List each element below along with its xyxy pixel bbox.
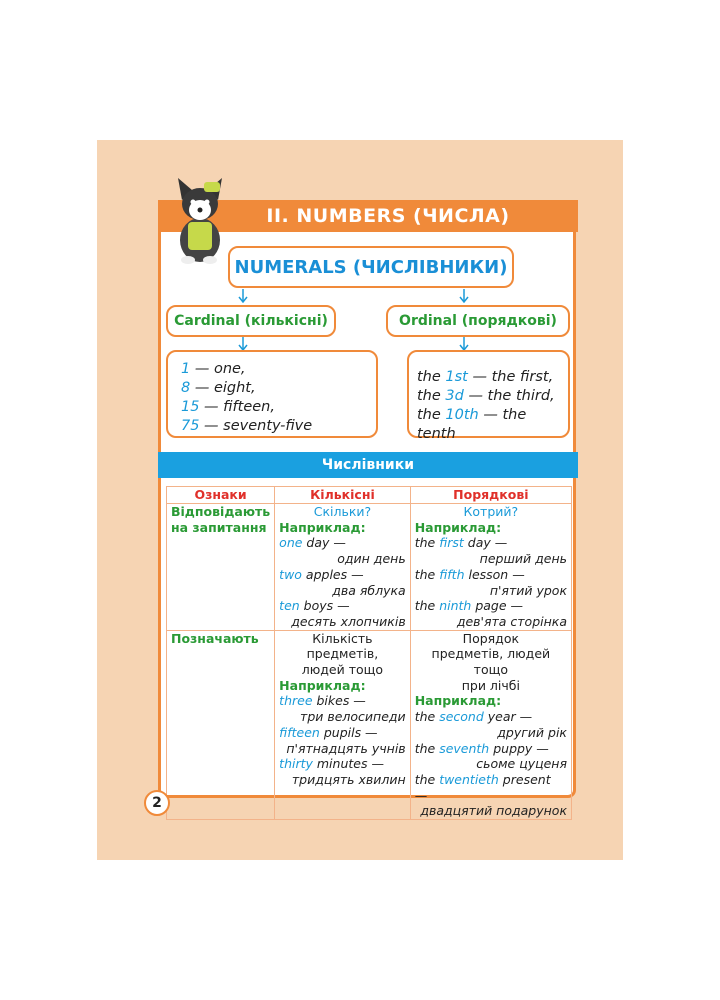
translation: десять хлопчиків bbox=[291, 613, 406, 629]
ordinal-title: Ordinal (порядкові) bbox=[399, 313, 557, 329]
example-line: the fifth lesson — bbox=[414, 566, 525, 582]
example-line: one day — bbox=[279, 535, 346, 551]
row-label: Відповідають на запитання bbox=[171, 504, 271, 535]
cardinal-title: Cardinal (кількісні) bbox=[174, 313, 328, 329]
ordinal-title-box bbox=[386, 305, 570, 337]
arrow-down-icon bbox=[458, 289, 470, 303]
cardinal-title-box bbox=[166, 305, 336, 337]
example-label: Наприклад: bbox=[279, 519, 366, 535]
question: Скільки? bbox=[313, 504, 372, 519]
column-header: Ознаки bbox=[167, 487, 275, 504]
example-line: thirty minutes — bbox=[279, 756, 384, 772]
example-line: two apples — bbox=[279, 566, 364, 582]
row-label-cell bbox=[167, 630, 275, 819]
example-line: the second year — bbox=[414, 709, 533, 725]
example-line: the first day — bbox=[414, 535, 508, 551]
translation: сьоме цуценя bbox=[476, 756, 567, 772]
example-label: Наприклад: bbox=[279, 677, 366, 693]
example-label: Наприклад: bbox=[414, 693, 502, 709]
translation: двадцятий подарунок bbox=[420, 803, 567, 819]
cardinal-example: 8 — eight, bbox=[181, 380, 256, 396]
arrow-down-icon bbox=[237, 289, 249, 303]
example-line: the ninth page — bbox=[414, 598, 524, 614]
cardinal-example: 75 — seventy-five bbox=[181, 418, 313, 434]
cardinal-examples bbox=[166, 350, 378, 438]
example-label: Наприклад: bbox=[414, 519, 502, 535]
row-label-cell bbox=[167, 504, 275, 631]
description: предметів, bbox=[306, 646, 379, 662]
example-line: ten boys — bbox=[279, 598, 350, 614]
ordinal-example: the 3d — the third, bbox=[417, 388, 555, 404]
column-header: Кількісні bbox=[275, 487, 411, 504]
description: людей тощо bbox=[301, 662, 384, 678]
translation: дев'ята сторінка bbox=[456, 613, 567, 629]
table-header-row bbox=[167, 487, 572, 504]
ordinal-example: the 10th — the tenth bbox=[417, 407, 527, 442]
cardinal-example: 1 — one, bbox=[181, 361, 246, 377]
row-label: Позначають bbox=[171, 630, 259, 646]
translation: п'ятнадцять учнів bbox=[286, 740, 406, 756]
translation: три велосипеди bbox=[300, 709, 406, 725]
table-row bbox=[167, 504, 572, 631]
example-line: the twentieth present — bbox=[414, 771, 551, 803]
cardinal-cell bbox=[275, 504, 411, 631]
translation: перший день bbox=[479, 551, 567, 567]
cardinal-example: 15 — fifteen, bbox=[181, 399, 275, 415]
numerals-title: NUMERALS (ЧИСЛІВНИКИ) bbox=[234, 256, 508, 278]
translation: п'ятий урок bbox=[489, 582, 567, 598]
page-number: 2 bbox=[144, 790, 170, 816]
description: предметів, людей тощо bbox=[431, 646, 551, 678]
ordinal-examples bbox=[407, 350, 570, 442]
column-header: Порядкові bbox=[410, 487, 571, 504]
translation: один день bbox=[337, 551, 406, 567]
ordinal-cell bbox=[410, 504, 571, 631]
example-line: fifteen pupils — bbox=[279, 724, 378, 740]
section-title: II. NUMBERS (ЧИСЛА) bbox=[266, 205, 510, 227]
example-line: three bikes — bbox=[279, 693, 366, 709]
cardinal-cell bbox=[275, 630, 411, 819]
ordinal-example: the 1st — the first, bbox=[417, 369, 554, 385]
table-title: Числівники bbox=[321, 457, 415, 473]
arrow-down-icon bbox=[237, 337, 249, 351]
question: Котрий? bbox=[463, 504, 519, 519]
description: Порядок bbox=[462, 630, 520, 646]
translation: другий рік bbox=[497, 724, 567, 740]
translation: тридцять хвилин bbox=[291, 771, 406, 787]
numerals-table bbox=[166, 486, 572, 820]
description: при лічбі bbox=[461, 677, 520, 693]
description: Кількість bbox=[312, 630, 373, 646]
translation: два яблука bbox=[332, 582, 406, 598]
table-title-band bbox=[158, 452, 578, 478]
example-line: the seventh puppy — bbox=[414, 740, 549, 756]
arrow-down-icon bbox=[458, 337, 470, 351]
ordinal-cell bbox=[410, 630, 571, 819]
table-row bbox=[167, 630, 572, 819]
numerals-title-box bbox=[228, 246, 514, 288]
